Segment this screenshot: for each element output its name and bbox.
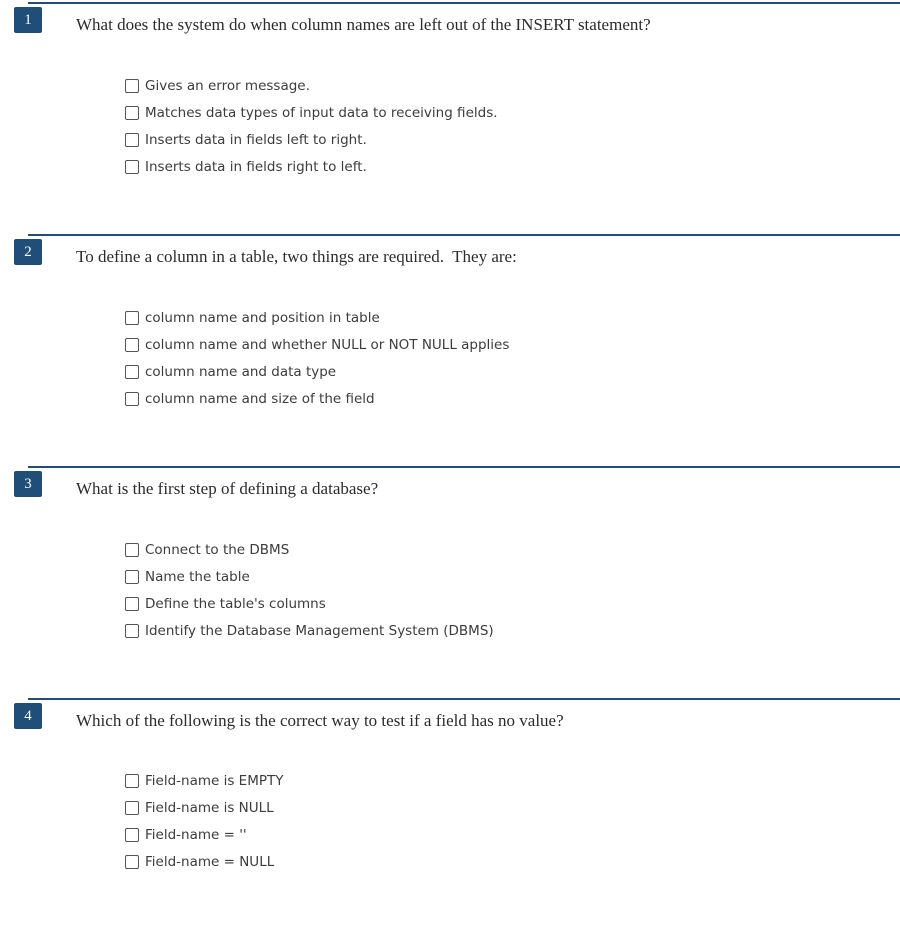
answer-checkbox[interactable] bbox=[125, 624, 139, 638]
answer-checkbox[interactable] bbox=[125, 774, 139, 788]
answer-label[interactable]: Inserts data in fields right to left. bbox=[145, 159, 367, 175]
answer-label[interactable]: Field-name = NULL bbox=[145, 854, 275, 870]
question-text: What is the first step of defining a database? bbox=[76, 479, 379, 498]
answer-option[interactable] bbox=[125, 307, 509, 334]
question-divider bbox=[28, 2, 900, 4]
answer-label[interactable]: Define the table's columns bbox=[145, 596, 326, 612]
question-text: To define a column in a table, two things are required. They are: bbox=[76, 247, 517, 266]
answer-label[interactable]: Matches data types of input data to receiving fields. bbox=[145, 105, 498, 121]
answer-options bbox=[125, 770, 284, 878]
answer-checkbox[interactable] bbox=[125, 597, 139, 611]
question-number-badge: 4 bbox=[14, 703, 42, 729]
answer-checkbox[interactable] bbox=[125, 160, 139, 174]
question-divider bbox=[28, 466, 900, 468]
answer-option[interactable] bbox=[125, 334, 509, 361]
answer-label[interactable]: column name and position in table bbox=[145, 310, 380, 326]
question-3 bbox=[0, 466, 900, 698]
answer-label[interactable]: column name and size of the field bbox=[145, 391, 375, 407]
answer-checkbox[interactable] bbox=[125, 133, 139, 147]
answer-option[interactable] bbox=[125, 797, 284, 824]
answer-options bbox=[125, 539, 494, 647]
answer-checkbox[interactable] bbox=[125, 106, 139, 120]
answer-checkbox[interactable] bbox=[125, 311, 139, 325]
question-divider bbox=[28, 234, 900, 236]
answer-option[interactable] bbox=[125, 620, 494, 647]
answer-option[interactable] bbox=[125, 75, 498, 102]
answer-label[interactable]: Identify the Database Management System (DBMS) bbox=[145, 623, 494, 639]
question-number-badge: 1 bbox=[14, 7, 42, 33]
answer-checkbox[interactable] bbox=[125, 338, 139, 352]
answer-option[interactable] bbox=[125, 388, 509, 415]
question-text: What does the system do when column names are left out of the INSERT statement? bbox=[76, 15, 651, 34]
answer-label[interactable]: Field-name is EMPTY bbox=[145, 773, 284, 789]
question-text: Which of the following is the correct way to test if a field has no value? bbox=[76, 711, 564, 730]
answer-label[interactable]: Field-name is NULL bbox=[145, 800, 274, 816]
answer-option[interactable] bbox=[125, 566, 494, 593]
question-1 bbox=[0, 2, 900, 234]
answer-label[interactable]: column name and data type bbox=[145, 364, 337, 380]
answer-label[interactable]: column name and whether NULL or NOT NULL applies bbox=[145, 337, 510, 353]
answer-checkbox[interactable] bbox=[125, 392, 139, 406]
question-number-badge: 3 bbox=[14, 471, 42, 497]
answer-option[interactable] bbox=[125, 156, 498, 183]
answer-option[interactable] bbox=[125, 539, 494, 566]
answer-options bbox=[125, 307, 509, 415]
answer-option[interactable] bbox=[125, 102, 498, 129]
answer-label[interactable]: Inserts data in fields left to right. bbox=[145, 132, 367, 148]
answer-option[interactable] bbox=[125, 824, 284, 851]
answer-checkbox[interactable] bbox=[125, 828, 139, 842]
answer-label[interactable]: Gives an error message. bbox=[145, 78, 310, 94]
answer-label[interactable]: Connect to the DBMS bbox=[145, 542, 290, 558]
question-divider bbox=[28, 698, 900, 700]
answer-checkbox[interactable] bbox=[125, 570, 139, 584]
answer-option[interactable] bbox=[125, 770, 284, 797]
answer-options bbox=[125, 75, 498, 183]
answer-checkbox[interactable] bbox=[125, 855, 139, 869]
question-2 bbox=[0, 234, 900, 466]
answer-option[interactable] bbox=[125, 851, 284, 878]
answer-checkbox[interactable] bbox=[125, 801, 139, 815]
question-number-badge: 2 bbox=[14, 239, 42, 265]
question-4 bbox=[0, 698, 900, 930]
answer-label[interactable]: Field-name = '' bbox=[145, 827, 247, 843]
answer-checkbox[interactable] bbox=[125, 79, 139, 93]
answer-checkbox[interactable] bbox=[125, 543, 139, 557]
answer-label[interactable]: Name the table bbox=[145, 569, 250, 585]
answer-option[interactable] bbox=[125, 129, 498, 156]
answer-checkbox[interactable] bbox=[125, 365, 139, 379]
answer-option[interactable] bbox=[125, 361, 509, 388]
answer-option[interactable] bbox=[125, 593, 494, 620]
